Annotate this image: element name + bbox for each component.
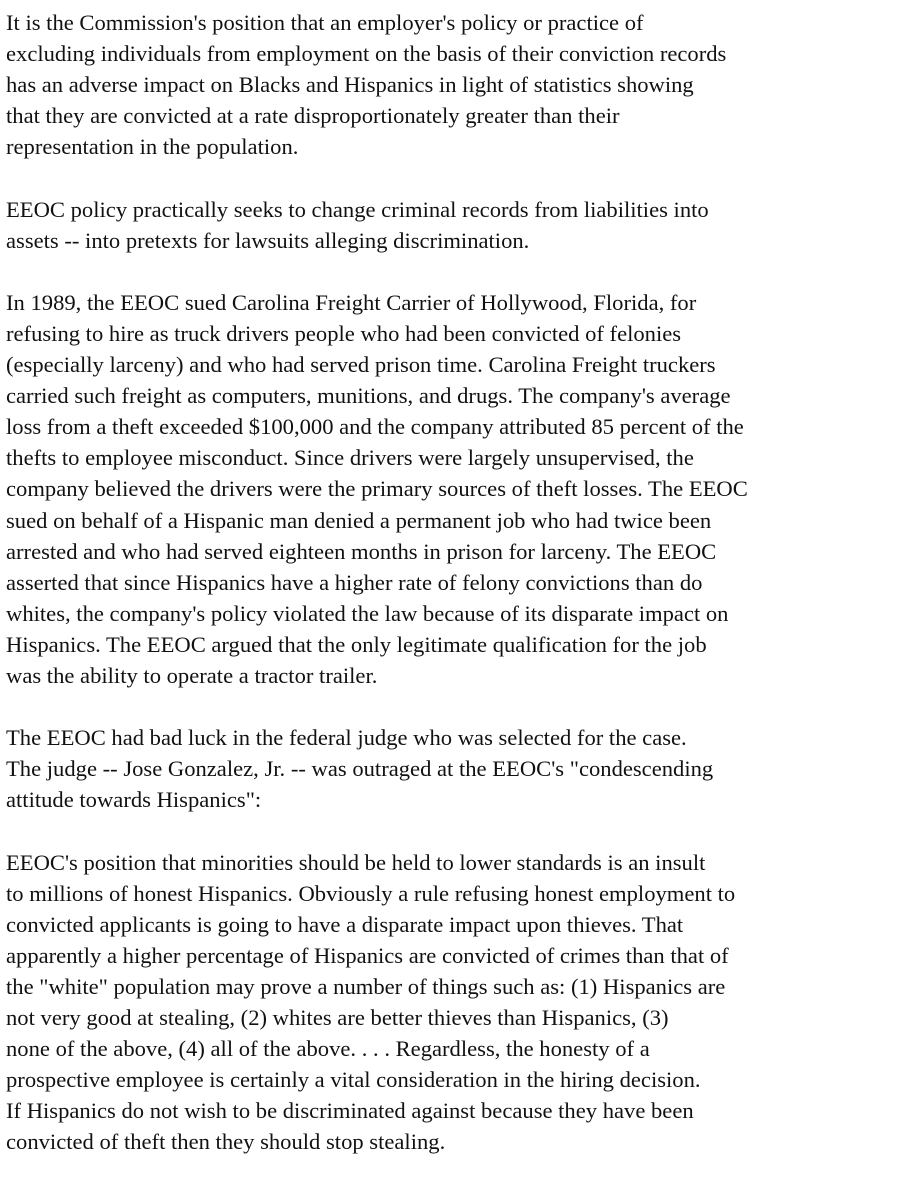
- text-line: assets -- into pretexts for lawsuits alleging discrimination.: [6, 227, 530, 253]
- text-line: has an adverse impact on Blacks and Hispanics in light of statistics showing: [6, 72, 694, 98]
- text-line: loss from a theft exceeded $100,000 and the company attributed 85 percent of the: [6, 414, 744, 440]
- text-line: thefts to employee misconduct. Since drivers were largely unsupervised, the: [6, 445, 694, 471]
- text-line: excluding individuals from employment on the basis of their conviction records: [6, 41, 727, 67]
- text-line: apparently a higher percentage of Hispanics are convicted of crimes than that of: [6, 942, 729, 968]
- text-line: The judge -- Jose Gonzalez, Jr. -- was outraged at the EEOC's "condescending: [6, 756, 714, 782]
- text-line: that they are convicted at a rate disproportionately greater than their: [6, 103, 620, 129]
- text-line: carried such freight as computers, munitions, and drugs. The company's average: [6, 383, 731, 409]
- text-line: whites, the company's policy violated the law because of its disparate impact on: [6, 600, 729, 626]
- paragraph-eeoc-policy: [6, 194, 894, 256]
- text-line: In 1989, the EEOC sued Carolina Freight Carrier of Hollywood, Florida, for: [6, 289, 697, 315]
- paragraph-commission-position: [6, 7, 894, 162]
- text-line: EEOC's position that minorities should be held to lower standards is an insult: [6, 849, 706, 875]
- text-line: the "white" population may prove a number of things such as: (1) Hispanics are: [6, 973, 726, 999]
- text-line: refusing to hire as truck drivers people who had been convicted of felonies: [6, 320, 682, 346]
- text-line: convicted applicants is going to have a disparate impact upon thieves. That: [6, 911, 684, 937]
- text-line: prospective employee is certainly a vital consideration in the hiring decision.: [6, 1067, 701, 1093]
- paragraph-judge-quote: [6, 847, 894, 1158]
- text-line: company believed the drivers were the primary sources of theft losses. The EEOC: [6, 476, 748, 502]
- text-line: none of the above, (4) all of the above. . . . Regardless, the honesty of a: [6, 1036, 650, 1062]
- text-line: sued on behalf of a Hispanic man denied a permanent job who had twice been: [6, 507, 712, 533]
- text-line: not very good at stealing, (2) whites are better thieves than Hispanics, (3): [6, 1005, 669, 1030]
- text-line: The EEOC had bad luck in the federal judge who was selected for the case.: [6, 725, 687, 751]
- text-line: attitude towards Hispanics":: [6, 787, 262, 813]
- paragraph-carolina-freight-case: [6, 287, 894, 691]
- text-line: If Hispanics do not wish to be discriminated against because they have been: [6, 1098, 694, 1124]
- text-line: convicted of theft then they should stop stealing.: [6, 1129, 446, 1155]
- text-line: It is the Commission's position that an employer's policy or practice of: [6, 10, 644, 35]
- text-line: (especially larceny) and who had served prison time. Carolina Freight truckers: [6, 352, 716, 378]
- text-line: Hispanics. The EEOC argued that the only legitimate qualification for the job: [6, 631, 707, 657]
- text-line: EEOC policy practically seeks to change criminal records from liabilities into: [6, 196, 709, 222]
- paragraph-federal-judge: [6, 722, 894, 815]
- text-line: to millions of honest Hispanics. Obviously a rule refusing honest employment to: [6, 880, 736, 906]
- text-line: was the ability to operate a tractor trailer.: [6, 662, 378, 688]
- text-line: arrested and who had served eighteen months in prison for larceny. The EEOC: [6, 538, 717, 564]
- text-line: representation in the population.: [6, 134, 299, 160]
- text-line: asserted that since Hispanics have a higher rate of felony convictions than do: [6, 569, 703, 595]
